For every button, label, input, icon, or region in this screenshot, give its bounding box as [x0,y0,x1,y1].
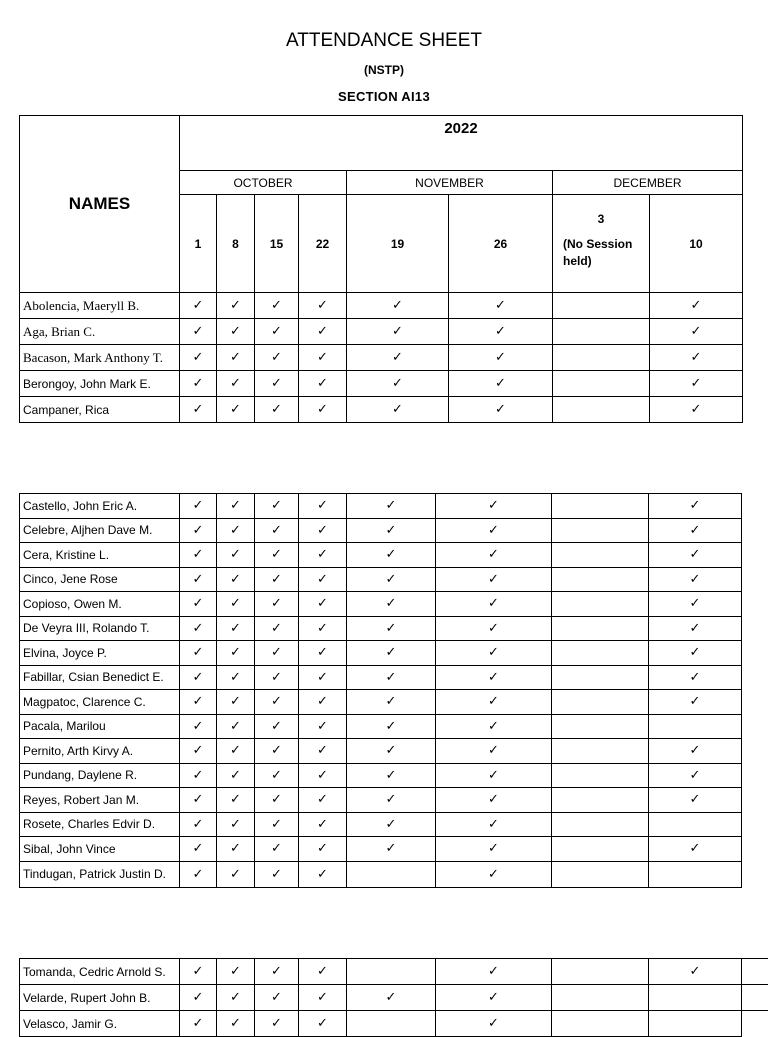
check-mark-cell: ✓ [436,714,552,739]
year-header: 2022 [180,116,743,171]
check-mark-cell: ✓ [347,397,449,423]
check-mark-cell: ✓ [180,812,217,837]
month-october: OCTOBER [180,171,347,195]
check-mark-cell: ✓ [299,494,347,519]
table-row [20,293,743,319]
check-mark-cell: ✓ [650,397,743,423]
check-mark-cell: ✓ [217,494,255,519]
check-mark-cell: ✓ [217,319,255,345]
check-mark-cell: ✓ [299,763,347,788]
check-mark-cell: ✓ [180,985,217,1011]
check-mark-cell: ✓ [180,690,217,715]
check-mark-cell: ✓ [347,616,436,641]
check-mark-cell: ✓ [649,543,742,568]
empty-cell [347,861,436,887]
check-mark-cell: ✓ [649,592,742,617]
table-row [20,837,742,862]
check-mark-cell: ✓ [649,616,742,641]
check-mark-cell: ✓ [449,319,553,345]
check-mark-cell: ✓ [255,616,299,641]
check-mark-cell: ✓ [436,616,552,641]
check-mark-cell: ✓ [299,837,347,862]
check-mark-cell: ✓ [299,319,347,345]
check-mark-cell: ✓ [347,739,436,764]
check-mark-cell: ✓ [347,690,436,715]
check-mark-cell: ✓ [180,837,217,862]
student-name: Fabillar, Csian Benedict E. [20,665,180,690]
check-mark-cell: ✓ [299,812,347,837]
check-mark-cell: ✓ [347,812,436,837]
check-mark-cell: ✓ [217,739,255,764]
empty-cell [552,494,649,519]
student-name: Tomanda, Cedric Arnold S. [20,959,180,985]
names-header: NAMES [20,116,180,293]
check-mark-cell: ✓ [180,665,217,690]
check-mark-cell: ✓ [436,739,552,764]
check-mark-cell: ✓ [180,861,217,887]
check-mark-cell: ✓ [180,494,217,519]
empty-cell [553,319,650,345]
empty-cell [552,592,649,617]
student-name: Copioso, Owen M. [20,592,180,617]
check-mark-cell: ✓ [299,293,347,319]
empty-cell [552,567,649,592]
check-mark-cell: ✓ [436,985,552,1011]
table-row [20,371,743,397]
check-mark-cell: ✓ [649,641,742,666]
table-row [20,763,742,788]
check-mark-cell: ✓ [347,293,449,319]
check-mark-cell: ✓ [299,959,347,985]
check-mark-cell: ✓ [255,293,299,319]
date-oct-22: 22 [299,195,347,293]
month-november: NOVEMBER [347,171,553,195]
check-mark-cell: ✓ [255,861,299,887]
empty-cell [649,812,742,837]
empty-cell [552,543,649,568]
check-mark-cell: ✓ [649,788,742,813]
attendance-table-top [19,115,743,423]
check-mark-cell: ✓ [299,518,347,543]
check-mark-cell: ✓ [180,1011,217,1037]
check-mark-cell: ✓ [347,837,436,862]
check-mark-cell: ✓ [347,319,449,345]
table-row [20,567,742,592]
empty-cell [552,665,649,690]
student-name: Celebre, Aljhen Dave M. [20,518,180,543]
student-name: Reyes, Robert Jan M. [20,788,180,813]
check-mark-cell: ✓ [180,543,217,568]
table-row [20,518,742,543]
check-mark-cell: ✓ [299,641,347,666]
empty-cell [552,788,649,813]
check-mark-cell: ✓ [299,371,347,397]
check-mark-cell: ✓ [217,985,255,1011]
check-mark-cell: ✓ [299,397,347,423]
empty-cell [649,861,742,887]
check-mark-cell: ✓ [299,616,347,641]
student-name: Sibal, John Vince [20,837,180,862]
student-name: Castello, John Eric A. [20,494,180,519]
check-mark-cell: ✓ [255,397,299,423]
student-name: Cinco, Jene Rose [20,567,180,592]
check-mark-cell: ✓ [217,293,255,319]
check-mark-cell: ✓ [347,371,449,397]
empty-cell [553,345,650,371]
check-mark-cell: ✓ [255,788,299,813]
check-mark-cell: ✓ [255,739,299,764]
check-mark-cell: ✓ [255,494,299,519]
table-row [20,861,742,887]
check-mark-cell: ✓ [436,641,552,666]
empty-cell [552,861,649,887]
check-mark-cell: ✓ [449,293,553,319]
check-mark-cell: ✓ [299,788,347,813]
student-name: Pacala, Marilou [20,714,180,739]
student-name: Campaner, Rica [20,397,180,423]
check-mark-cell: ✓ [347,665,436,690]
date-nov-26: 26 [449,195,553,293]
check-mark-cell: ✓ [255,518,299,543]
student-name: Pernito, Arth Kirvy A. [20,739,180,764]
month-december: DECEMBER [553,171,743,195]
check-mark-cell: ✓ [255,812,299,837]
check-mark-cell: ✓ [436,592,552,617]
student-name: Bacason, Mark Anthony T. [20,345,180,371]
empty-cell [649,985,742,1011]
sheet-subtitle: (NSTP) [0,63,768,77]
empty-cell [742,959,768,985]
check-mark-cell: ✓ [299,592,347,617]
check-mark-cell: ✓ [347,788,436,813]
sheet-title: ATTENDANCE SHEET [0,30,768,52]
check-mark-cell: ✓ [180,293,217,319]
check-mark-cell: ✓ [255,567,299,592]
check-mark-cell: ✓ [255,592,299,617]
check-mark-cell: ✓ [255,371,299,397]
empty-cell [552,763,649,788]
check-mark-cell: ✓ [255,641,299,666]
check-mark-cell: ✓ [649,959,742,985]
check-mark-cell: ✓ [299,543,347,568]
student-name: Rosete, Charles Edvir D. [20,812,180,837]
date-dec-3-number: 3 [553,212,649,226]
check-mark-cell: ✓ [347,567,436,592]
check-mark-cell: ✓ [649,665,742,690]
attendance-table-bottom [19,958,768,1037]
check-mark-cell: ✓ [217,592,255,617]
check-mark-cell: ✓ [217,959,255,985]
empty-cell [552,959,649,985]
check-mark-cell: ✓ [255,985,299,1011]
check-mark-cell: ✓ [217,714,255,739]
table-row [20,812,742,837]
student-name: Berongoy, John Mark E. [20,371,180,397]
check-mark-cell: ✓ [255,763,299,788]
check-mark-cell: ✓ [347,763,436,788]
table-row [20,959,768,985]
empty-cell [553,397,650,423]
check-mark-cell: ✓ [299,985,347,1011]
check-mark-cell: ✓ [347,494,436,519]
date-oct-8: 8 [217,195,255,293]
table-row [20,319,743,345]
check-mark-cell: ✓ [180,319,217,345]
table-row [20,788,742,813]
check-mark-cell: ✓ [180,788,217,813]
check-mark-cell: ✓ [217,665,255,690]
student-name: Aga, Brian C. [20,319,180,345]
check-mark-cell: ✓ [217,345,255,371]
check-mark-cell: ✓ [347,592,436,617]
student-name: Elvina, Joyce P. [20,641,180,666]
check-mark-cell: ✓ [299,345,347,371]
table-row [20,665,742,690]
date-nov-19: 19 [347,195,449,293]
empty-cell [552,739,649,764]
table-row [20,690,742,715]
check-mark-cell: ✓ [180,714,217,739]
table-row [20,345,743,371]
check-mark-cell: ✓ [649,739,742,764]
check-mark-cell: ✓ [180,763,217,788]
check-mark-cell: ✓ [347,714,436,739]
check-mark-cell: ✓ [436,1011,552,1037]
check-mark-cell: ✓ [255,837,299,862]
student-name: De Veyra III, Rolando T. [20,616,180,641]
table-row [20,985,768,1011]
check-mark-cell: ✓ [436,567,552,592]
check-mark-cell: ✓ [255,690,299,715]
table-row [20,641,742,666]
check-mark-cell: ✓ [255,345,299,371]
check-mark-cell: ✓ [180,592,217,617]
date-dec-10: 10 [650,195,743,293]
table-row [20,543,742,568]
check-mark-cell: ✓ [650,319,743,345]
table-row [20,397,743,423]
check-mark-cell: ✓ [217,861,255,887]
check-mark-cell: ✓ [649,837,742,862]
check-mark-cell: ✓ [180,371,217,397]
check-mark-cell: ✓ [650,371,743,397]
check-mark-cell: ✓ [347,641,436,666]
check-mark-cell: ✓ [217,641,255,666]
empty-cell [552,985,649,1011]
check-mark-cell: ✓ [180,739,217,764]
table-row [20,616,742,641]
check-mark-cell: ✓ [217,788,255,813]
check-mark-cell: ✓ [217,567,255,592]
check-mark-cell: ✓ [255,665,299,690]
check-mark-cell: ✓ [299,665,347,690]
check-mark-cell: ✓ [180,397,217,423]
check-mark-cell: ✓ [299,861,347,887]
check-mark-cell: ✓ [217,763,255,788]
check-mark-cell: ✓ [436,861,552,887]
check-mark-cell: ✓ [299,714,347,739]
check-mark-cell: ✓ [217,397,255,423]
student-name: Tindugan, Patrick Justin D. [20,861,180,887]
check-mark-cell: ✓ [255,959,299,985]
empty-cell [553,293,650,319]
empty-cell [552,812,649,837]
empty-cell [552,641,649,666]
date-oct-15: 15 [255,195,299,293]
check-mark-cell: ✓ [180,567,217,592]
date-dec-3 [553,195,650,293]
empty-cell [649,714,742,739]
empty-cell [552,714,649,739]
check-mark-cell: ✓ [436,543,552,568]
student-name: Magpatoc, Clarence C. [20,690,180,715]
check-mark-cell: ✓ [299,739,347,764]
check-mark-cell: ✓ [347,543,436,568]
check-mark-cell: ✓ [436,788,552,813]
check-mark-cell: ✓ [217,690,255,715]
check-mark-cell: ✓ [180,616,217,641]
check-mark-cell: ✓ [436,665,552,690]
no-session-note: (No Session held) [553,236,643,270]
check-mark-cell: ✓ [217,616,255,641]
check-mark-cell: ✓ [299,567,347,592]
empty-cell [742,985,768,1011]
check-mark-cell: ✓ [180,959,217,985]
check-mark-cell: ✓ [299,1011,347,1037]
check-mark-cell: ✓ [649,763,742,788]
check-mark-cell: ✓ [255,543,299,568]
check-mark-cell: ✓ [255,714,299,739]
check-mark-cell: ✓ [180,518,217,543]
section-label: SECTION AI13 [0,89,768,104]
check-mark-cell: ✓ [649,690,742,715]
check-mark-cell: ✓ [650,293,743,319]
check-mark-cell: ✓ [436,518,552,543]
empty-cell [552,837,649,862]
check-mark-cell: ✓ [449,345,553,371]
check-mark-cell: ✓ [649,567,742,592]
table-row [20,494,742,519]
check-mark-cell: ✓ [436,812,552,837]
check-mark-cell: ✓ [347,985,436,1011]
student-name: Velasco, Jamir G. [20,1011,180,1037]
check-mark-cell: ✓ [217,1011,255,1037]
empty-cell [552,518,649,543]
date-oct-1: 1 [180,195,217,293]
check-mark-cell: ✓ [347,518,436,543]
check-mark-cell: ✓ [436,690,552,715]
check-mark-cell: ✓ [180,641,217,666]
attendance-table-middle [19,493,742,888]
table-row [20,739,742,764]
check-mark-cell: ✓ [436,837,552,862]
check-mark-cell: ✓ [180,345,217,371]
student-name: Abolencia, Maeryll B. [20,293,180,319]
student-name: Velarde, Rupert John B. [20,985,180,1011]
check-mark-cell: ✓ [299,690,347,715]
empty-cell [552,616,649,641]
check-mark-cell: ✓ [436,959,552,985]
check-mark-cell: ✓ [217,837,255,862]
check-mark-cell: ✓ [649,494,742,519]
check-mark-cell: ✓ [650,345,743,371]
check-mark-cell: ✓ [449,397,553,423]
check-mark-cell: ✓ [649,518,742,543]
check-mark-cell: ✓ [217,371,255,397]
student-name: Cera, Kristine L. [20,543,180,568]
check-mark-cell: ✓ [436,494,552,519]
check-mark-cell: ✓ [255,319,299,345]
check-mark-cell: ✓ [217,812,255,837]
check-mark-cell: ✓ [347,345,449,371]
empty-cell [347,959,436,985]
empty-cell [553,371,650,397]
check-mark-cell: ✓ [449,371,553,397]
table-row [20,714,742,739]
student-name: Pundang, Daylene R. [20,763,180,788]
check-mark-cell: ✓ [255,1011,299,1037]
table-row [20,592,742,617]
check-mark-cell: ✓ [217,518,255,543]
check-mark-cell: ✓ [217,543,255,568]
check-mark-cell: ✓ [436,763,552,788]
empty-cell [552,690,649,715]
